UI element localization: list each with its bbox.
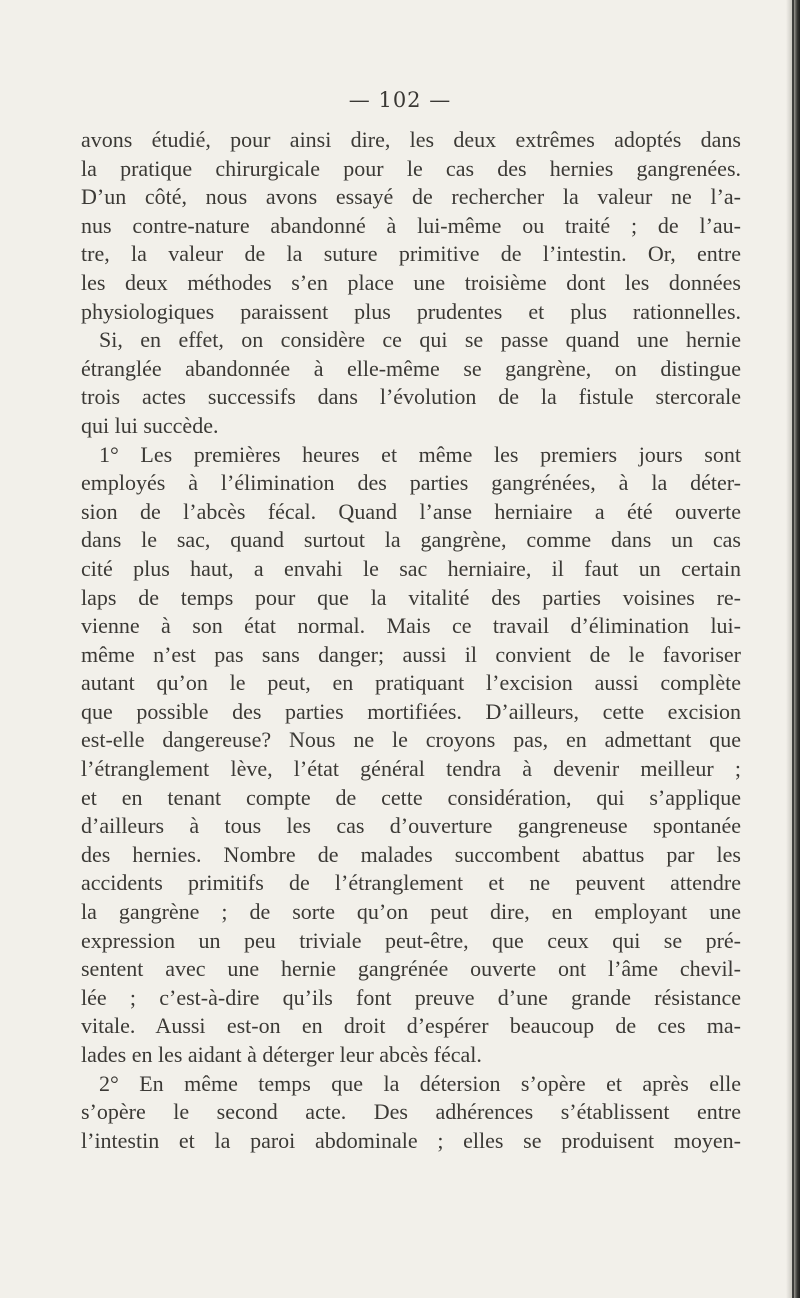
page-edge-line [792, 0, 794, 1298]
text-line: les deux méthodes s’en place une troisième dont les données [81, 269, 741, 295]
text-line: cité plus haut, a envahi le sac herniaire, il faut un certain [81, 555, 741, 581]
text-line: dans le sac, quand surtout la gangrène, comme dans un cas [81, 527, 741, 553]
text-line: étranglée abandonnée à elle-même se gangrène, on distingue [81, 355, 741, 381]
text-line: avons étudié, pour ainsi dire, les deux extrêmes adoptés dans [81, 127, 741, 152]
text-line: l’étranglement lève, l’état général tendra à devenir meilleur ; [81, 756, 741, 782]
text-line: autant qu’on le peut, en pratiquant l’excision aussi complète [81, 670, 741, 696]
text-line: et en tenant compte de cette considération, qui s’applique [81, 784, 741, 810]
text-line: 2° En même temps que la détersion s’opère et après elle [99, 1070, 741, 1096]
text-line: l’intestin et la paroi abdominale ; elles se produisent moyen- [81, 1127, 741, 1153]
text-line: lée ; c’est-à-dire qu’ils font preuve d’une grande résistance [81, 984, 741, 1010]
text-line: tre, la valeur de la suture primitive de l’intestin. Or, entre [81, 241, 741, 267]
text-line: d’ailleurs à tous les cas d’ouverture gangreneuse spontanée [81, 813, 741, 839]
text-line: trois actes successifs dans l’évolution de la fistule stercorale [81, 384, 741, 410]
text-line: expression un peu triviale peut-être, que ceux qui se pré- [81, 927, 741, 953]
text-line: Si, en effet, on considère ce qui se passe quand une hernie [99, 327, 741, 353]
text-line: D’un côté, nous avons essayé de rechercher la valeur ne l’a- [81, 184, 741, 210]
text-line: qui lui succède. [81, 412, 219, 438]
text-line: accidents primitifs de l’étranglement et ne peuvent attendre [81, 870, 741, 896]
text-line: même n’est pas sans danger; aussi il convient de le favoriser [81, 641, 741, 667]
text-line: s’opère le second acte. Des adhérences s’établissent entre [81, 1099, 741, 1125]
text-line: lades en les aidant à déterger leur abcès fécal. [81, 1042, 482, 1067]
text-line: sentent avec une hernie gangrénée ouverte ont l’âme chevil- [81, 956, 741, 982]
text-line: la gangrène ; de sorte qu’on peut dire, en employant une [81, 899, 741, 925]
text-line: est-elle dangereuse? Nous ne le croyons pas, en admettant que [81, 727, 741, 753]
text-line: nus contre-nature abandonné à lui-même ou traité ; de l’au- [81, 212, 741, 238]
text-line: que possible des parties mortifiées. D’ailleurs, cette excision [81, 698, 741, 724]
text-line: laps de temps pour que la vitalité des parties voisines re- [81, 584, 741, 610]
text-line: vitale. Aussi est-on en droit d’espérer beaucoup de ces ma- [81, 1013, 741, 1039]
text-line: des hernies. Nombre de malades succombent abattus par les [81, 841, 741, 867]
text-line: vienne à son état normal. Mais ce travail d’élimination lui- [81, 613, 741, 639]
text-line: sion de l’abcès fécal. Quand l’anse herniaire a été ouverte [81, 498, 741, 524]
body-text [81, 126, 741, 1155]
text-line: 1° Les premières heures et même les premiers jours sont [99, 441, 741, 467]
page-number: — 102 — [348, 88, 452, 112]
text-line: physiologiques paraissent plus prudentes et plus rationnelles. [81, 298, 741, 324]
text-line: la pratique chirurgicale pour le cas des hernies gangrenées. [81, 155, 741, 181]
text-line: employés à l’élimination des parties gangrénées, à la déter- [81, 470, 741, 496]
